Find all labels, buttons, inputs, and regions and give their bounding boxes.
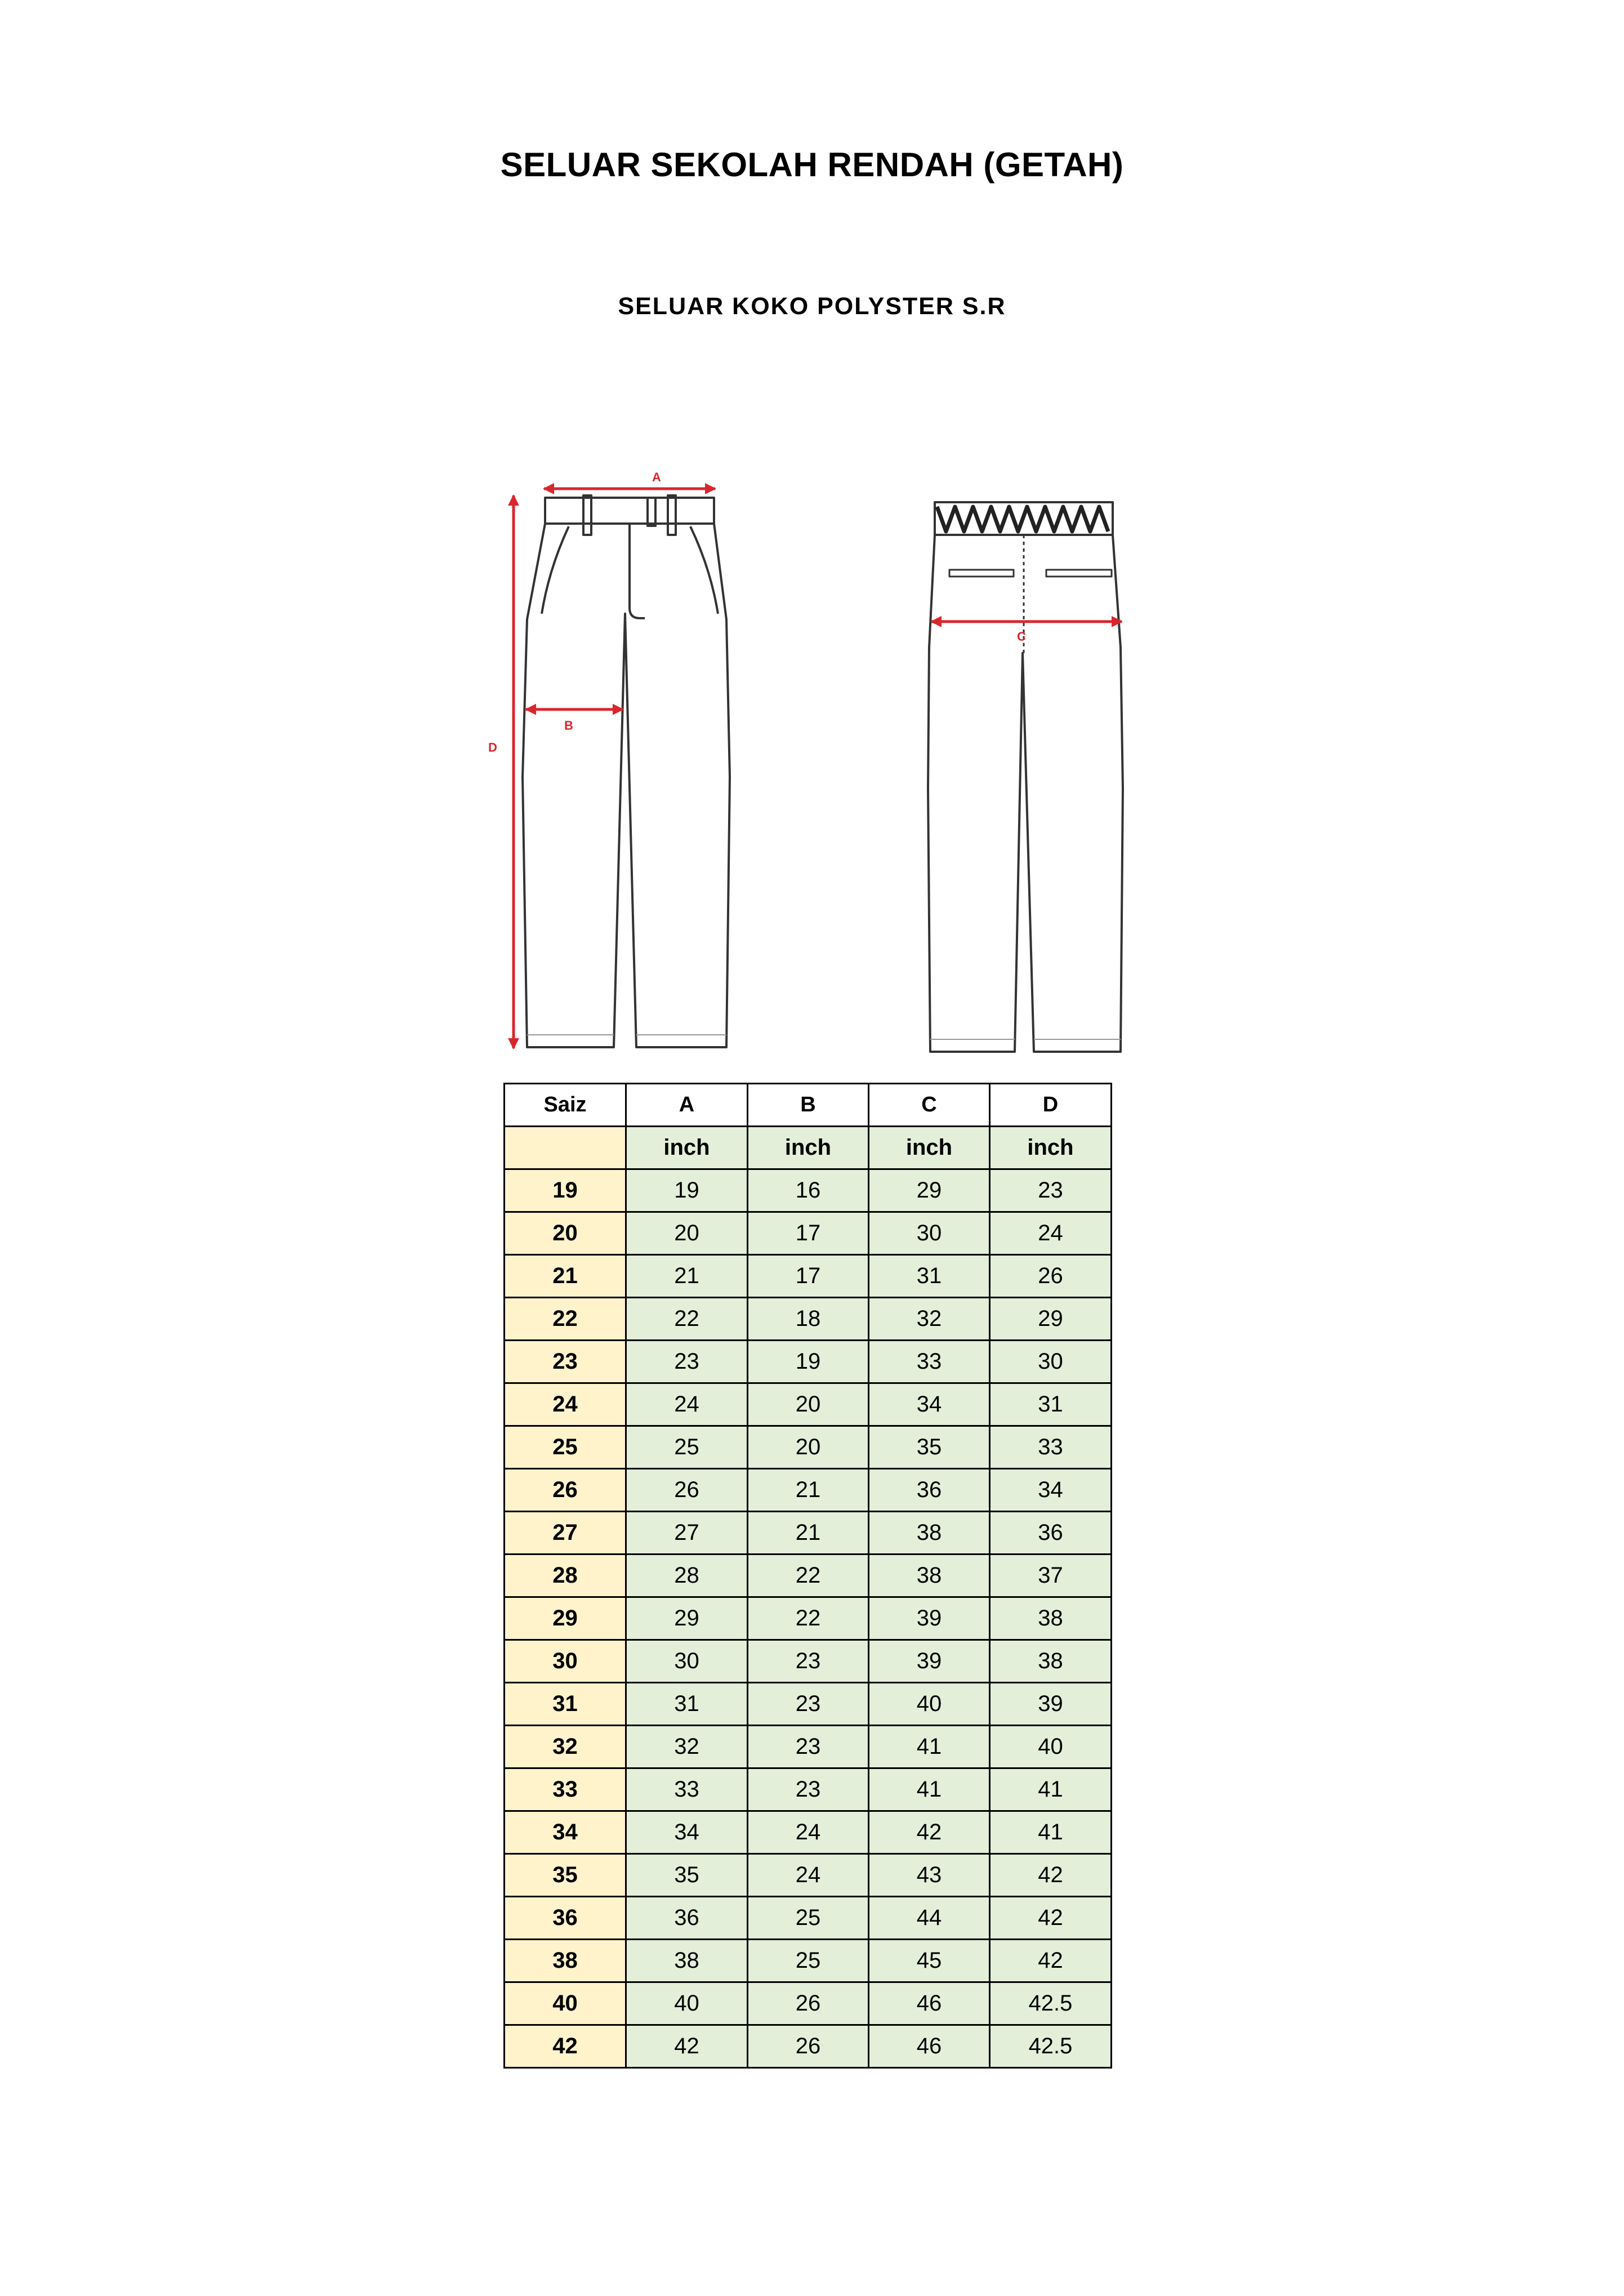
measurement-cell: 25 xyxy=(748,1940,869,1982)
measurement-cell: 21 xyxy=(626,1255,748,1298)
column-header: C xyxy=(869,1084,990,1127)
size-cell: 19 xyxy=(505,1169,626,1212)
front-fly xyxy=(630,524,645,618)
measurement-cell: 20 xyxy=(626,1212,748,1255)
unit-cell: inch xyxy=(869,1127,990,1169)
table-row xyxy=(505,1768,1112,1811)
measurement-cell: 22 xyxy=(748,1555,869,1597)
table-row xyxy=(505,1940,1112,1982)
size-cell: 35 xyxy=(505,1854,626,1897)
table-units-row xyxy=(505,1127,1112,1169)
table-row xyxy=(505,1897,1112,1940)
measurement-cell: 23 xyxy=(748,1768,869,1811)
size-cell: 27 xyxy=(505,1512,626,1555)
waist-tab xyxy=(648,498,655,526)
measurement-cell: 33 xyxy=(990,1426,1112,1469)
measurement-cell: 43 xyxy=(869,1854,990,1897)
measurement-cell: 46 xyxy=(869,2025,990,2068)
table-row xyxy=(505,1512,1112,1555)
unit-cell: inch xyxy=(748,1127,869,1169)
measurement-cell: 29 xyxy=(869,1169,990,1212)
back-view-trousers xyxy=(928,502,1123,1052)
size-cell: 25 xyxy=(505,1426,626,1469)
table-row xyxy=(505,1854,1112,1897)
measurement-cell: 42 xyxy=(990,1897,1112,1940)
table-row xyxy=(505,1597,1112,1640)
page-title: SELUAR SEKOLAH RENDAH (GETAH) xyxy=(500,146,1124,184)
size-cell: 29 xyxy=(505,1597,626,1640)
measurement-cell: 44 xyxy=(869,1897,990,1940)
column-header: B xyxy=(748,1084,869,1127)
size-cell: 20 xyxy=(505,1212,626,1255)
measurement-cell: 17 xyxy=(748,1255,869,1298)
unit-cell: inch xyxy=(990,1127,1112,1169)
column-header: D xyxy=(990,1084,1112,1127)
size-chart-table xyxy=(503,1083,1112,2069)
unit-cell xyxy=(505,1127,626,1169)
belt-loop-right xyxy=(668,495,676,535)
measurement-cell: 46 xyxy=(869,1982,990,2025)
front-leg-outline xyxy=(523,524,730,1047)
measurement-cell: 22 xyxy=(748,1597,869,1640)
size-cell: 32 xyxy=(505,1726,626,1768)
trousers-diagram xyxy=(0,0,1624,1070)
table-row xyxy=(505,1555,1112,1597)
measurement-cell: 23 xyxy=(748,1726,869,1768)
size-cell: 38 xyxy=(505,1940,626,1982)
measurement-cell: 20 xyxy=(748,1426,869,1469)
measurement-cell: 40 xyxy=(990,1726,1112,1768)
measurement-cell: 24 xyxy=(990,1212,1112,1255)
measurement-cell: 24 xyxy=(748,1811,869,1854)
size-cell: 31 xyxy=(505,1683,626,1726)
measurement-cell: 33 xyxy=(869,1341,990,1383)
measurement-cell: 21 xyxy=(748,1469,869,1512)
front-waistband xyxy=(545,498,714,524)
front-pocket-right xyxy=(690,526,718,614)
measurement-cell: 30 xyxy=(626,1640,748,1683)
measurement-cell: 36 xyxy=(869,1469,990,1512)
measurement-cell: 25 xyxy=(626,1426,748,1469)
front-view-trousers xyxy=(523,495,730,1047)
measurement-cell: 23 xyxy=(748,1640,869,1683)
measurement-cell: 42 xyxy=(869,1811,990,1854)
measure-label-b: B xyxy=(564,718,573,732)
size-cell: 23 xyxy=(505,1341,626,1383)
measurement-cell: 19 xyxy=(626,1169,748,1212)
measurement-cell: 31 xyxy=(626,1683,748,1726)
measurement-cell: 26 xyxy=(626,1469,748,1512)
measurement-cell: 39 xyxy=(990,1683,1112,1726)
measurement-cell: 16 xyxy=(748,1169,869,1212)
size-cell: 30 xyxy=(505,1640,626,1683)
measurement-cell: 19 xyxy=(748,1341,869,1383)
table-row xyxy=(505,1726,1112,1768)
measure-label-c: C xyxy=(1017,629,1026,644)
measurement-cell: 41 xyxy=(869,1726,990,1768)
table-row xyxy=(505,1469,1112,1512)
size-cell: 36 xyxy=(505,1897,626,1940)
measurement-cell: 42.5 xyxy=(990,1982,1112,2025)
measurement-cell: 18 xyxy=(748,1298,869,1341)
product-subtitle: SELUAR KOKO POLYSTER S.R xyxy=(618,293,1006,320)
measurement-cell: 41 xyxy=(990,1811,1112,1854)
table-row xyxy=(505,2025,1112,2068)
measurement-cell: 35 xyxy=(869,1426,990,1469)
measurement-cell: 23 xyxy=(626,1341,748,1383)
measurement-cell: 40 xyxy=(869,1683,990,1726)
measurement-cell: 20 xyxy=(748,1383,869,1426)
back-pocket-left xyxy=(949,570,1014,577)
measurement-cell: 17 xyxy=(748,1212,869,1255)
table-row xyxy=(505,1640,1112,1683)
measure-a xyxy=(544,470,715,489)
size-cell: 42 xyxy=(505,2025,626,2068)
measurement-cell: 22 xyxy=(626,1298,748,1341)
measurement-cell: 42 xyxy=(990,1940,1112,1982)
measurement-cell: 38 xyxy=(990,1597,1112,1640)
measurement-cell: 26 xyxy=(748,1982,869,2025)
table-row xyxy=(505,1426,1112,1469)
measurement-cell: 29 xyxy=(626,1597,748,1640)
measurement-cell: 33 xyxy=(626,1768,748,1811)
measurement-cell: 36 xyxy=(626,1897,748,1940)
measurement-cell: 45 xyxy=(869,1940,990,1982)
measurement-cell: 38 xyxy=(990,1640,1112,1683)
column-header: Saiz xyxy=(505,1084,626,1127)
measure-b xyxy=(526,709,623,732)
measure-label-d: D xyxy=(488,740,497,754)
size-cell: 21 xyxy=(505,1255,626,1298)
measurement-cell: 32 xyxy=(626,1726,748,1768)
measurement-cell: 32 xyxy=(869,1298,990,1341)
measurement-cell: 36 xyxy=(990,1512,1112,1555)
measurement-cell: 23 xyxy=(990,1169,1112,1212)
measurement-cell: 42.5 xyxy=(990,2025,1112,2068)
measurement-cell: 39 xyxy=(869,1640,990,1683)
measurement-cell: 28 xyxy=(626,1555,748,1597)
size-cell: 28 xyxy=(505,1555,626,1597)
size-cell: 22 xyxy=(505,1298,626,1341)
measurement-cell: 21 xyxy=(748,1512,869,1555)
size-cell: 40 xyxy=(505,1982,626,2025)
measurement-cell: 38 xyxy=(869,1512,990,1555)
size-cell: 24 xyxy=(505,1383,626,1426)
measurement-cell: 27 xyxy=(626,1512,748,1555)
measurement-cell: 31 xyxy=(990,1383,1112,1426)
measurement-cell: 26 xyxy=(990,1255,1112,1298)
unit-cell: inch xyxy=(626,1127,748,1169)
measurement-cell: 38 xyxy=(626,1940,748,1982)
measure-d xyxy=(488,495,514,1048)
measurement-cell: 24 xyxy=(748,1854,869,1897)
size-cell: 33 xyxy=(505,1768,626,1811)
measurement-cell: 34 xyxy=(990,1469,1112,1512)
measurement-cell: 38 xyxy=(869,1555,990,1597)
table-header-row xyxy=(505,1084,1112,1127)
table-row xyxy=(505,1982,1112,2025)
measurement-cell: 42 xyxy=(626,2025,748,2068)
measurement-cell: 34 xyxy=(626,1811,748,1854)
back-leg-outline xyxy=(928,535,1123,1052)
size-cell: 26 xyxy=(505,1469,626,1512)
measurement-cell: 30 xyxy=(990,1341,1112,1383)
measurement-cell: 37 xyxy=(990,1555,1112,1597)
table-row xyxy=(505,1383,1112,1426)
measurement-cell: 34 xyxy=(869,1383,990,1426)
table-row xyxy=(505,1255,1112,1298)
belt-loop-left xyxy=(583,495,591,535)
table-row xyxy=(505,1212,1112,1255)
table-row xyxy=(505,1683,1112,1726)
elastic-gathers xyxy=(937,507,1108,531)
measurement-cell: 25 xyxy=(748,1897,869,1940)
front-pocket-left xyxy=(542,526,569,614)
measurement-cell: 41 xyxy=(990,1768,1112,1811)
table-row xyxy=(505,1298,1112,1341)
measurement-cell: 41 xyxy=(869,1768,990,1811)
measurement-cell: 31 xyxy=(869,1255,990,1298)
measurement-cell: 42 xyxy=(990,1854,1112,1897)
measurement-cell: 40 xyxy=(626,1982,748,2025)
measurement-cell: 35 xyxy=(626,1854,748,1897)
back-pocket-right xyxy=(1046,570,1112,577)
measurement-cell: 39 xyxy=(869,1597,990,1640)
measurement-cell: 30 xyxy=(869,1212,990,1255)
table-row xyxy=(505,1341,1112,1383)
measurement-cell: 26 xyxy=(748,2025,869,2068)
size-cell: 34 xyxy=(505,1811,626,1854)
measurement-cell: 23 xyxy=(748,1683,869,1726)
measurement-cell: 29 xyxy=(990,1298,1112,1341)
measure-c xyxy=(931,622,1122,644)
table-row xyxy=(505,1169,1112,1212)
measure-label-a: A xyxy=(652,470,661,484)
table-row xyxy=(505,1811,1112,1854)
column-header: A xyxy=(626,1084,748,1127)
measurement-cell: 24 xyxy=(626,1383,748,1426)
